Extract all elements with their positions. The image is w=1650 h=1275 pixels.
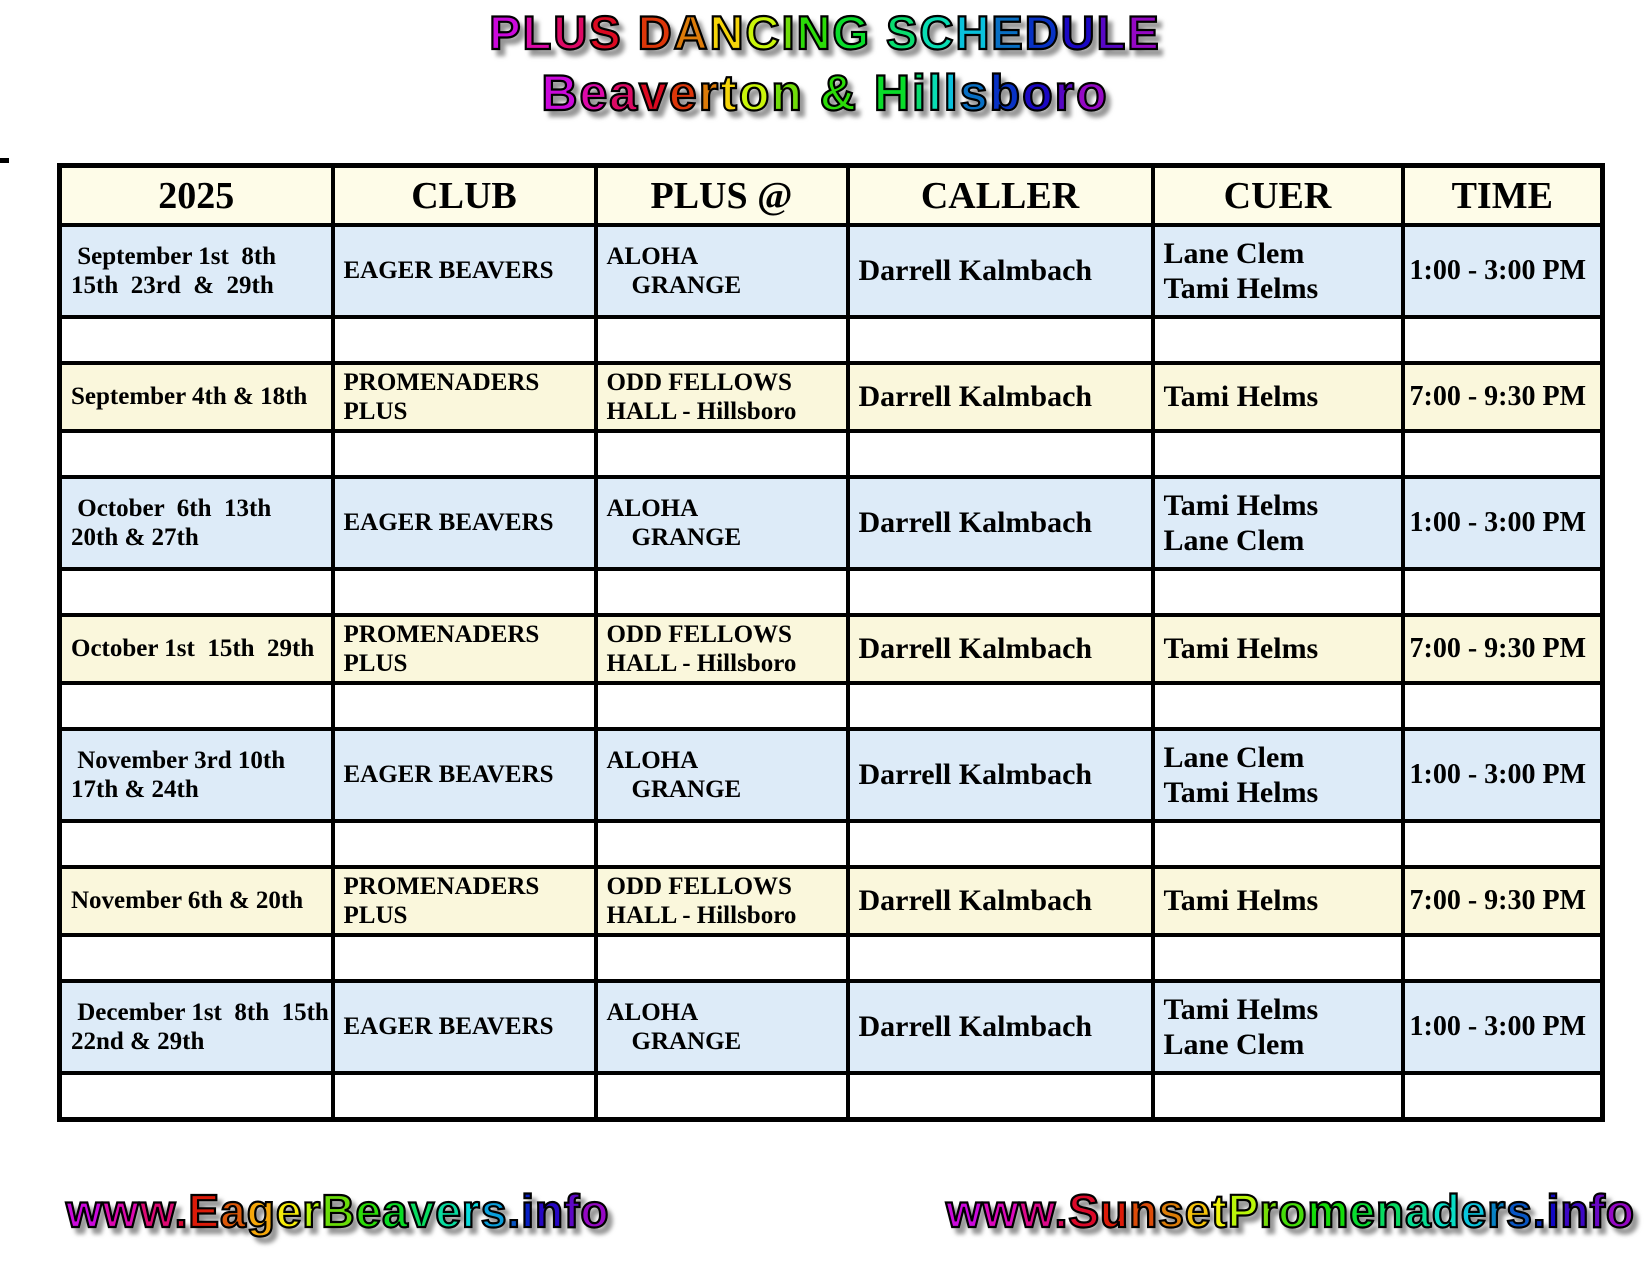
eager-beavers-url: [66, 1184, 610, 1238]
venue-cell: ODD FELLOWS HALL - Hillsboro: [596, 615, 848, 683]
sunset-promenaders-url: [946, 1184, 1635, 1238]
venue-cell: ALOHA GRANGE: [596, 981, 848, 1073]
empty-cell: [848, 935, 1153, 981]
cuer-cell: Lane Clem Tami Helms: [1153, 225, 1403, 317]
empty-cell: [60, 569, 333, 615]
header-year: 2025: [60, 166, 333, 226]
rainbow-letter: a: [1405, 1185, 1432, 1237]
caller-cell: Darrell Kalmbach: [848, 363, 1153, 431]
rainbow-letter: E: [188, 1185, 221, 1237]
empty-cell: [333, 1073, 596, 1119]
rainbow-letter: e: [579, 65, 610, 122]
rainbow-letter: B: [541, 65, 580, 122]
empty-cell: [596, 683, 848, 729]
header-cuer: CUER: [1153, 166, 1403, 226]
club-cell: PROMENADERS PLUS: [333, 867, 596, 935]
empty-cell: [848, 821, 1153, 867]
rainbow-letter: s: [1506, 1185, 1533, 1237]
empty-cell: [333, 317, 596, 363]
rainbow-letter: P: [489, 6, 523, 59]
rainbow-letter: L: [1096, 6, 1128, 59]
rainbow-letter: e: [355, 1185, 383, 1237]
cuer-cell: Tami Helms: [1153, 363, 1403, 431]
rainbow-letter: o: [580, 1185, 610, 1237]
rainbow-letter: N: [709, 6, 746, 59]
club-cell: PROMENADERS PLUS: [333, 363, 596, 431]
time-cell: 1:00 - 3:00 PM: [1403, 981, 1603, 1073]
scan-artifact-mark: [0, 158, 9, 163]
rainbow-letter: s: [1158, 1185, 1185, 1237]
caller-cell: Darrell Kalmbach: [848, 477, 1153, 569]
rainbow-letter: e: [1460, 1185, 1488, 1237]
club-cell: EAGER BEAVERS: [333, 729, 596, 821]
rainbow-letter: r: [302, 1185, 322, 1237]
rainbow-letter: A: [673, 6, 710, 59]
rainbow-letter: a: [220, 1185, 247, 1237]
spacer-row: [60, 821, 1603, 867]
empty-cell: [1153, 821, 1403, 867]
empty-cell: [848, 317, 1153, 363]
rainbow-letter: w: [982, 1185, 1020, 1237]
club-cell: EAGER BEAVERS: [333, 981, 596, 1073]
rainbow-letter: u: [1100, 1185, 1130, 1237]
rainbow-letter: .: [174, 1185, 189, 1237]
rainbow-letter: G: [832, 6, 872, 59]
venue-cell: ODD FELLOWS HALL - Hillsboro: [596, 867, 848, 935]
header-club: CLUB: [333, 166, 596, 226]
venue-cell: ALOHA GRANGE: [596, 477, 848, 569]
time-cell: 1:00 - 3:00 PM: [1403, 225, 1603, 317]
caller-cell: Darrell Kalmbach: [848, 729, 1153, 821]
spacer-row: [60, 935, 1603, 981]
schedule-row: [60, 867, 1603, 935]
cuer-cell: Tami Helms: [1153, 867, 1403, 935]
empty-cell: [1403, 683, 1603, 729]
date-cell: December 1st 8th 15th 22nd & 29th: [60, 981, 333, 1073]
rainbow-letter: e: [435, 1185, 462, 1237]
spacer-row: [60, 431, 1603, 477]
empty-cell: [1153, 569, 1403, 615]
rainbow-letter: r: [1487, 1185, 1507, 1237]
spacer-row: [60, 317, 1603, 363]
rainbow-letter: r: [461, 1185, 481, 1237]
rainbow-letter: n: [771, 65, 804, 122]
rainbow-letter: S: [589, 6, 623, 59]
empty-cell: [848, 569, 1153, 615]
caller-cell: Darrell Kalmbach: [848, 981, 1153, 1073]
page-subtitle: [0, 67, 1650, 120]
date-cell: September 4th & 18th: [60, 363, 333, 431]
schedule-row: [60, 363, 1603, 431]
rainbow-letter: e: [1349, 1185, 1376, 1237]
rainbow-letter: E: [1127, 6, 1161, 59]
rainbow-letter: n: [1560, 1185, 1590, 1237]
empty-cell: [596, 821, 848, 867]
club-cell: PROMENADERS PLUS: [333, 615, 596, 683]
empty-cell: [596, 317, 848, 363]
rainbow-letter: o: [738, 65, 772, 122]
rainbow-letter: f: [1589, 1185, 1606, 1237]
empty-cell: [1153, 935, 1403, 981]
rainbow-letter: n: [534, 1185, 565, 1237]
rainbow-letter: e: [1184, 1185, 1212, 1237]
venue-cell: ALOHA GRANGE: [596, 729, 848, 821]
venue-cell: ALOHA GRANGE: [596, 225, 848, 317]
rainbow-letter: U: [553, 6, 590, 59]
empty-cell: [1403, 317, 1603, 363]
empty-cell: [60, 1073, 333, 1119]
rainbow-letter: L: [522, 6, 554, 59]
title-block: [0, 8, 1650, 120]
cuer-cell: Tami Helms Lane Clem: [1153, 981, 1403, 1073]
empty-cell: [60, 683, 333, 729]
rainbow-letter: s: [480, 1185, 508, 1237]
schedule-row: [60, 729, 1603, 821]
rainbow-letter: a: [382, 1185, 409, 1237]
rainbow-letter: H: [955, 6, 992, 59]
rainbow-letter: t: [720, 65, 739, 122]
rainbow-letter: U: [1060, 6, 1097, 59]
rainbow-letter: .: [507, 1185, 522, 1237]
empty-cell: [1403, 431, 1603, 477]
rainbow-letter: o: [1022, 65, 1055, 122]
rainbow-letter: C: [745, 6, 782, 59]
rainbow-letter: v: [639, 65, 669, 122]
rainbow-letter: v: [408, 1185, 436, 1237]
date-cell: October 1st 15th 29th: [60, 615, 333, 683]
rainbow-letter: S: [886, 6, 920, 59]
rainbow-letter: C: [919, 6, 956, 59]
schedule-body: [60, 225, 1603, 1119]
header-time: TIME: [1403, 166, 1603, 226]
empty-cell: [596, 935, 848, 981]
header-row: [60, 166, 1603, 226]
dance-schedule-table: [57, 163, 1605, 1122]
club-cell: EAGER BEAVERS: [333, 477, 596, 569]
empty-cell: [1403, 935, 1603, 981]
time-cell: 7:00 - 9:30 PM: [1403, 615, 1603, 683]
schedule-row: [60, 477, 1603, 569]
date-cell: November 6th & 20th: [60, 867, 333, 935]
rainbow-letter: w: [102, 1185, 140, 1237]
empty-cell: [596, 431, 848, 477]
rainbow-letter: .: [1054, 1185, 1069, 1237]
rainbow-letter: m: [1307, 1185, 1350, 1237]
empty-cell: [1153, 431, 1403, 477]
rainbow-letter: N: [796, 6, 833, 59]
cuer-cell: Tami Helms: [1153, 615, 1403, 683]
empty-cell: [596, 1073, 848, 1119]
empty-cell: [60, 431, 333, 477]
empty-cell: [333, 431, 596, 477]
rainbow-letter: D: [1024, 6, 1061, 59]
header-plus-at: PLUS @: [596, 166, 848, 226]
empty-cell: [1403, 569, 1603, 615]
rainbow-letter: f: [564, 1185, 581, 1237]
rainbow-letter: o: [1278, 1185, 1308, 1237]
rainbow-letter: w: [66, 1185, 103, 1237]
rainbow-letter: .: [1532, 1185, 1547, 1237]
caller-cell: Darrell Kalmbach: [848, 615, 1153, 683]
time-cell: 1:00 - 3:00 PM: [1403, 729, 1603, 821]
rainbow-letter: r: [698, 65, 721, 122]
empty-cell: [596, 569, 848, 615]
rainbow-letter: e: [275, 1185, 303, 1237]
rainbow-letter: n: [1375, 1185, 1406, 1237]
rainbow-letter: d: [1431, 1185, 1461, 1237]
date-cell: October 6th 13th 20th & 27th: [60, 477, 333, 569]
spacer-row: [60, 1073, 1603, 1119]
spacer-row: [60, 569, 1603, 615]
time-cell: 7:00 - 9:30 PM: [1403, 867, 1603, 935]
empty-cell: [333, 935, 596, 981]
empty-cell: [60, 935, 333, 981]
rainbow-letter: a: [609, 65, 640, 122]
rainbow-letter: S: [1068, 1185, 1101, 1237]
time-cell: 7:00 - 9:30 PM: [1403, 363, 1603, 431]
rainbow-letter: w: [139, 1185, 175, 1237]
rainbow-letter: w: [1019, 1185, 1055, 1237]
empty-cell: [333, 569, 596, 615]
rainbow-letter: r: [1259, 1185, 1279, 1237]
rainbow-letter: e: [668, 65, 699, 122]
rainbow-letter: t: [1211, 1185, 1228, 1237]
empty-cell: [1153, 1073, 1403, 1119]
rainbow-letter: i: [911, 65, 928, 122]
rainbow-letter: H: [873, 65, 912, 122]
rainbow-letter: i: [521, 1185, 535, 1237]
empty-cell: [333, 821, 596, 867]
caller-cell: Darrell Kalmbach: [848, 225, 1153, 317]
rainbow-letter: s: [959, 65, 990, 122]
rainbow-letter: g: [246, 1185, 276, 1237]
spacer-row: [60, 683, 1603, 729]
rainbow-letter: r: [1054, 65, 1077, 122]
rainbow-letter: i: [1546, 1185, 1561, 1237]
empty-cell: [848, 1073, 1153, 1119]
cuer-cell: Lane Clem Tami Helms: [1153, 729, 1403, 821]
rainbow-letter: D: [637, 6, 674, 59]
schedule-row: [60, 981, 1603, 1073]
cuer-cell: Tami Helms Lane Clem: [1153, 477, 1403, 569]
footer: [0, 1184, 1650, 1238]
header-caller: CALLER: [848, 166, 1153, 226]
rainbow-letter: l: [927, 65, 944, 122]
empty-cell: [60, 821, 333, 867]
rainbow-letter: P: [1227, 1185, 1260, 1237]
rainbow-letter: l: [943, 65, 960, 122]
empty-cell: [848, 431, 1153, 477]
venue-cell: ODD FELLOWS HALL - Hillsboro: [596, 363, 848, 431]
empty-cell: [1153, 683, 1403, 729]
rainbow-letter: w: [945, 1185, 983, 1237]
empty-cell: [333, 683, 596, 729]
rainbow-letter: &: [819, 65, 858, 122]
rainbow-letter: b: [989, 65, 1023, 122]
empty-cell: [60, 317, 333, 363]
empty-cell: [848, 683, 1153, 729]
rainbow-letter: E: [991, 6, 1025, 59]
time-cell: 1:00 - 3:00 PM: [1403, 477, 1603, 569]
page-title: [0, 8, 1650, 57]
date-cell: September 1st 8th 15th 23rd & 29th: [60, 225, 333, 317]
rainbow-letter: B: [321, 1185, 356, 1237]
date-cell: November 3rd 10th 17th & 24th: [60, 729, 333, 821]
empty-cell: [1153, 317, 1403, 363]
club-cell: EAGER BEAVERS: [333, 225, 596, 317]
schedule-row: [60, 225, 1603, 317]
caller-cell: Darrell Kalmbach: [848, 867, 1153, 935]
rainbow-letter: I: [781, 6, 797, 59]
empty-cell: [1403, 1073, 1603, 1119]
empty-cell: [1403, 821, 1603, 867]
rainbow-letter: o: [1605, 1185, 1635, 1237]
rainbow-letter: n: [1129, 1185, 1159, 1237]
schedule-row: [60, 615, 1603, 683]
rainbow-letter: o: [1076, 65, 1109, 122]
